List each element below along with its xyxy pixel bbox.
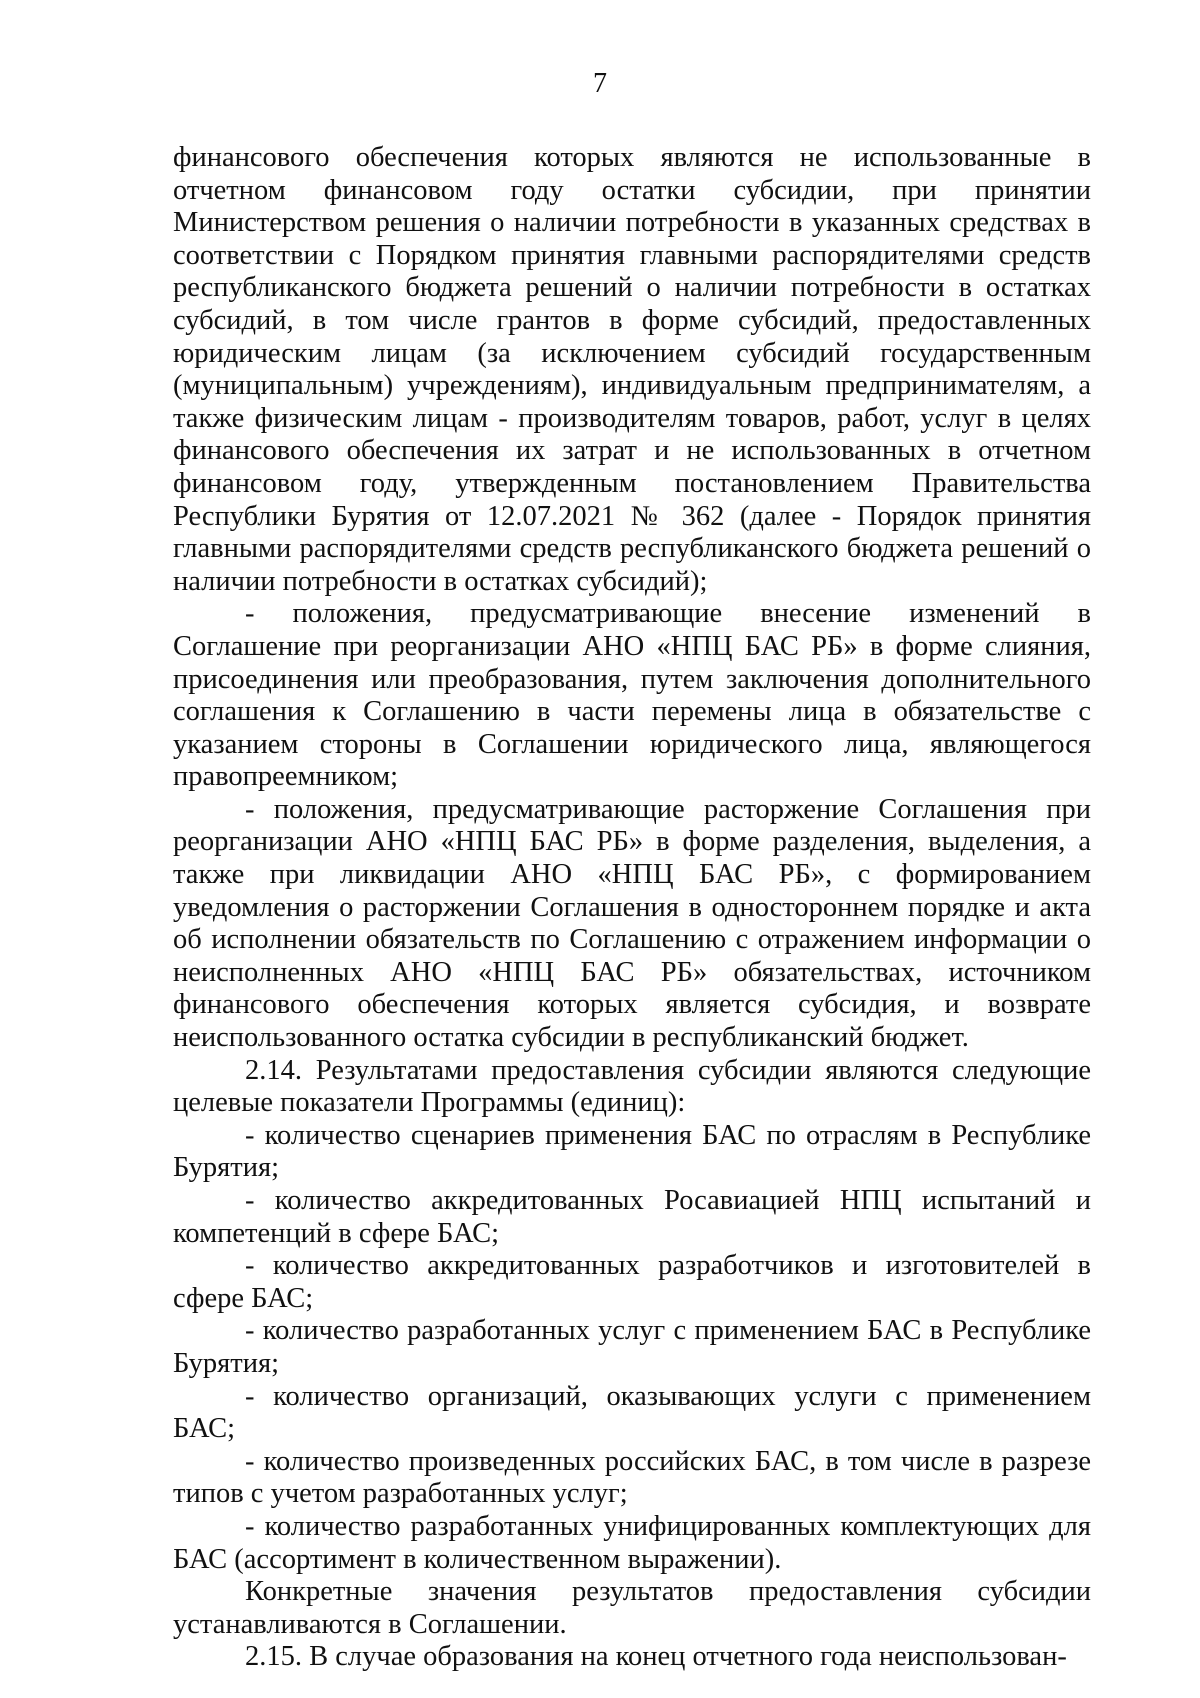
paragraph-reorganization-termination: - положения, предусматривающие расторжение Соглашения при реорганизации АНО «НПЦ БАС РБ» в форме разделения, выделения, а также при ликвидации АНО «НПЦ БАС РБ», с формированием уведомления о расторжении Соглашения в одностороннем порядке и акта об исполнении обязательств по Соглашению с отражением информации о неисполненных АНО «НПЦ БАС РБ» обязательствах, источником финансового обеспечения которых является субсидия, и возврате неиспользованного остатка субсидии в республиканский бюджет.	[173, 793, 1091, 1054]
list-item-scenarios: - количество сценариев применения БАС по отраслям в Республике Бурятия;	[173, 1119, 1091, 1184]
list-item-service-organizations: - количество организаций, оказывающих услуги с применением БАС;	[173, 1380, 1091, 1445]
paragraph-specific-values: Конкретные значения результатов предоставления субсидии устанавливаются в Соглашении.	[173, 1576, 1091, 1640]
paragraph-section-2-15: 2.15. В случае образования на конец отчетного года неиспользован-	[245, 1641, 1067, 1673]
paragraph-section-2-14: 2.14. Результатами предоставления субсидии являются следующие целевые показатели Программы (единиц):	[173, 1054, 1091, 1119]
list-item-developed-services: - количество разработанных услуг с применением БАС в Республике Бурятия;	[173, 1315, 1091, 1379]
list-item-accredited-developers: - количество аккредитованных разработчиков и изготовителей в сфере БАС;	[173, 1250, 1091, 1314]
paragraph-funding-remainder: финансового обеспечения которых являются не использованные в отчетном финансовом году остатки субсидии, при принятии Министерством решения о наличии потребности в указанных средствах в соответствии с Порядком принятия главными распорядителями средств республиканского бюджета решений о наличии потребности в остатках субсидий, в том числе грантов в форме субсидий, предоставленных юридическим лицам (за исключением субсидий государственным (муниципальным) учреждениям), индивидуальным предпринимателям, а также физическим лицам - производителям товаров, работ, услуг в целях финансового обеспечения их затрат и не использованных в отчетном финансовом году, утвержденным постановлением Правительства Республики Бурятия от 12.07.2021 № 362 (далее - Порядок принятия главными распорядителями средств республиканского бюджета решений о наличии потребности в остатках субсидий);	[173, 142, 1091, 597]
list-item-unified-components: - количество разработанных унифицированных комплектующих для БАС (ассортимент в количественном выражении).	[173, 1510, 1091, 1575]
list-item-produced-uas: - количество произведенных российских БАС, в том числе в разрезе типов с учетом разработанных услуг;	[173, 1445, 1091, 1510]
page-number: 7	[593, 68, 607, 99]
document-body	[173, 142, 1091, 1674]
list-item-accredited-centers: - количество аккредитованных Росавиацией НПЦ испытаний и компетенций в сфере БАС;	[173, 1185, 1091, 1249]
paragraph-reorganization-amendment: - положения, предусматривающие внесение изменений в Соглашение при реорганизации АНО «НПЦ БАС РБ» в форме слияния, присоединения или преобразования, путем заключения дополнительного соглашения к Соглашению в части перемены лица в обязательстве с указанием стороны в Соглашении юридического лица, являющегося правопреемником;	[173, 598, 1091, 793]
